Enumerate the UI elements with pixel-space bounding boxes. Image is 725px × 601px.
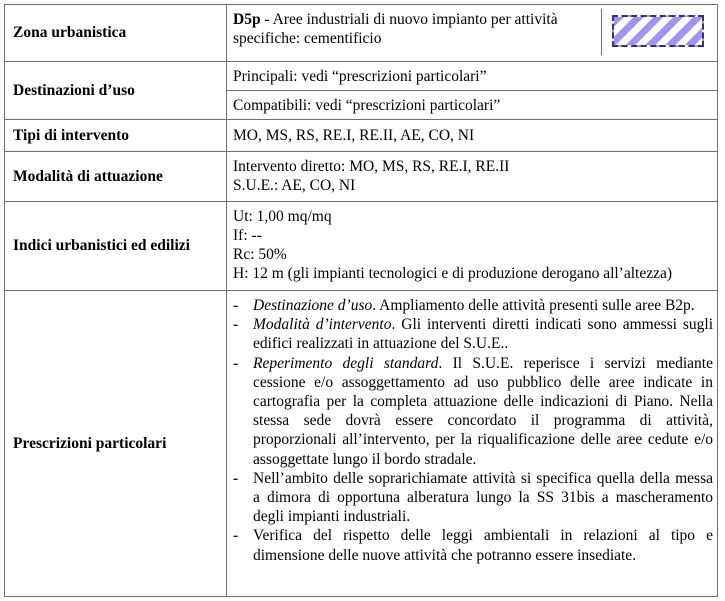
list-dash: - [233,297,239,314]
prescrizione-lead: Reperimento degli standard [253,354,439,372]
zona-urbanistica-value [227,5,717,61]
list-dash: - [233,354,239,372]
destinazioni-principali: Principali: vedi “prescrizioni particolari” [227,62,717,91]
row-tipi-intervento [5,120,717,152]
prescrizioni-particolari-label: Prescrizioni particolari [5,291,227,596]
indice-rc: Rc: 50% [233,246,287,263]
tipi-intervento-value: MO, MS, RS, RE.I, RE.II, AE, CO, NI [233,127,475,144]
modalita-line-diretto: Intervento diretto: MO, MS, RS, RE.I, RE.II [233,158,510,175]
zone-code: D5p [233,11,261,28]
modalita-attuazione-label: Modalità di attuazione [5,152,227,201]
prescrizione-lead: Destinazione d’uso [253,297,373,314]
prescrizioni-list [233,296,713,565]
indice-ut: Ut: 1,00 mq/mq [233,208,332,225]
indice-h: H: 12 m (gli impianti tecnologici e di produzione derogano all’altezza) [233,265,673,282]
indici-urbanistici-value [227,202,717,290]
zone-swatch-cell [601,9,713,55]
tipi-intervento-label: Tipi di intervento [5,120,227,151]
prescrizione-item [233,469,713,527]
row-modalita-attuazione [5,152,717,202]
row-prescrizioni-particolari [5,291,717,596]
destinazioni-uso-label: Destinazioni d’uso [5,62,227,119]
prescrizione-text: Verifica del rispetto delle leggi ambientali in relazioni al tipo e dimensione delle nuove attività che potranno essere insediate. [253,527,713,564]
zoning-table [4,4,718,597]
row-destinazioni-uso [5,62,717,120]
modalita-line-sue: S.U.E.: AE, CO, NI [233,177,356,194]
prescrizione-text: Nell’ambito delle soprarichiamate attività si specifica quella della messa a dimora di opportuna alberatura lungo la SS 31bis a mascheramento degli impianti industriali. [253,469,713,526]
indici-urbanistici-label: Indici urbanistici ed edilizi [5,202,227,290]
modalita-attuazione-value [227,152,717,201]
row-indici-urbanistici [5,202,717,291]
destinazioni-uso-value [227,62,717,119]
zone-description-text: - Aree industriali di nuovo impianto per attività specifiche: cementificio [233,11,558,47]
prescrizione-lead: Modalità d’intervento [253,316,392,334]
list-dash: - [233,527,239,545]
prescrizione-item [233,296,713,315]
list-dash: - [233,469,239,487]
prescrizione-text: . Il S.U.E. reperisce i servizi mediante cessione e/o assoggettamento ad uso pubblico delle aree indicate in cartografia per la completa attuazione delle indicazioni di Piano. Nella stessa sede dovrà essere concordato il programma di attività, proporzionali all’intervento, per la riqualificazione delle aree cedute e/o assoggettate lungo il bordo stradale. [253,354,713,468]
prescrizione-item [233,315,713,353]
list-dash: - [233,316,239,334]
zone-hatch-swatch [612,15,704,47]
zona-urbanistica-label: Zona urbanistica [5,5,227,61]
prescrizione-item [233,526,713,564]
indice-if: If: -- [233,227,262,244]
row-zona-urbanistica [5,5,717,62]
prescrizioni-particolari-value [227,291,717,596]
prescrizione-text: . Gli interventi diretti indicati sono ammessi sugli edifici realizzati in attuazione del S.U.E.. [253,316,713,353]
destinazioni-compatibili: Compatibili: vedi “prescrizioni particolari” [233,97,501,114]
prescrizione-item [233,354,713,469]
prescrizione-text: . Ampliamento delle attività presenti sulle aree B2p. [372,297,695,314]
zone-description [233,10,593,48]
